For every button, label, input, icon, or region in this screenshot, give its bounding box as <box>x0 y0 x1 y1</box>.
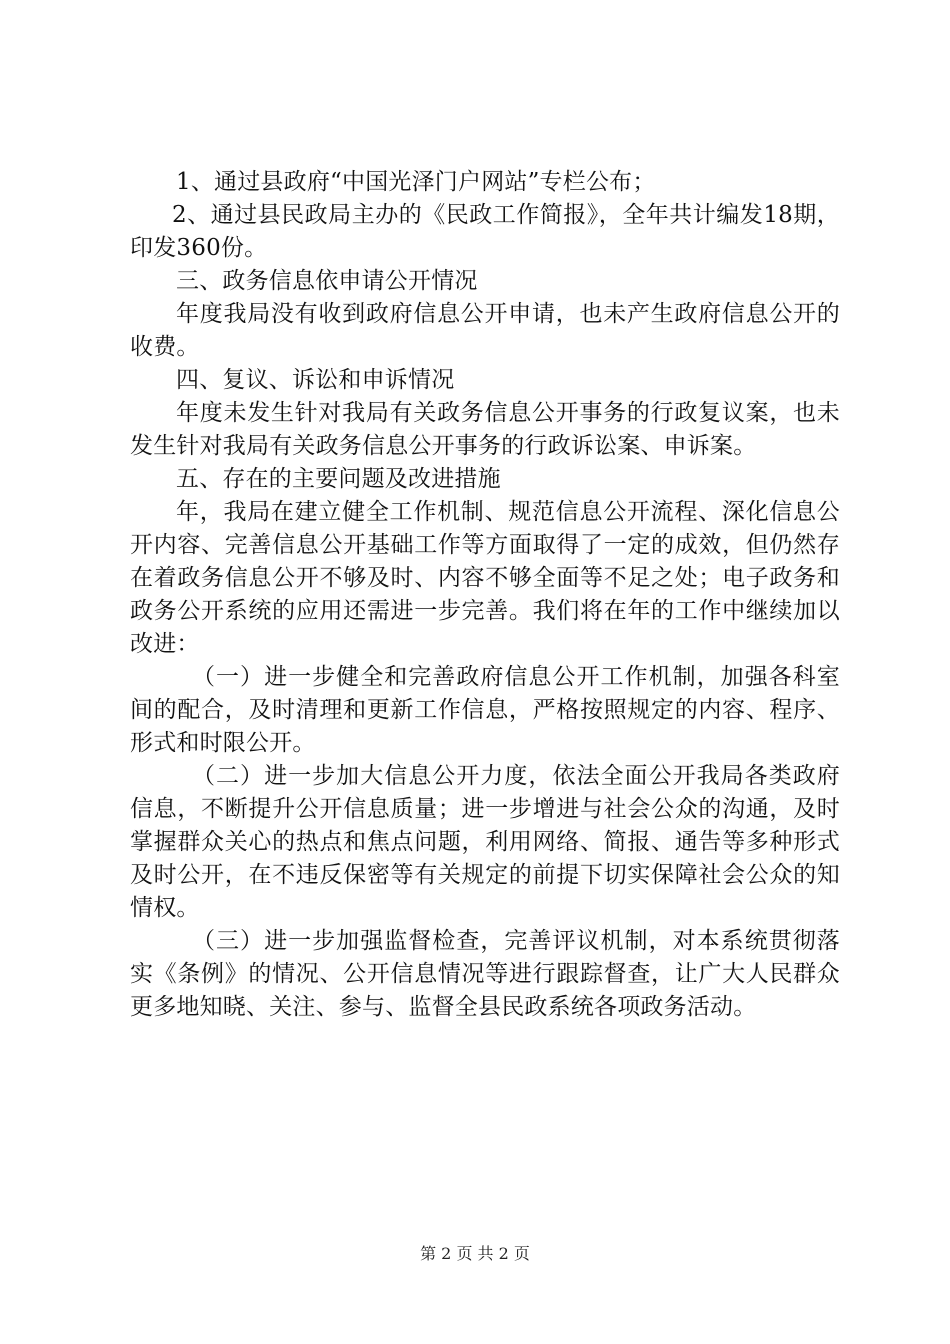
paragraph-application-disclosure: 年度我局没有收到政府信息公开申请，也未产生政府信息公开的收费。 <box>130 301 840 360</box>
section-heading-5: 五、存在的主要问题及改进措施 <box>176 466 501 492</box>
paragraph-measure-2: （二）进一步加大信息公开力度，依法全面公开我局各类政府信息，不断提升公开信息质量；进一步增进与社会公众的沟通，及时掌握群众关心的热点和焦点问题，利用网络、简报、通告等多种形式及时公开，在不违反保密等有关规定的前提下切实保障社会公众的知情权。 <box>130 763 840 921</box>
page-number-label: 第 2 页 共 2 页 <box>420 1244 530 1263</box>
paragraph-publish-channel-2: 2、通过县民政局主办的《民政工作简报》，全年共计编发18期，印发360份。 <box>130 202 840 261</box>
paragraph-review-litigation: 年度未发生针对我局有关政务信息公开事务的行政复议案，也未发生针对我局有关政务信息公开事务的行政诉讼案、申诉案。 <box>130 400 840 459</box>
page-footer <box>0 1244 950 1264</box>
section-heading-3: 三、政务信息依申请公开情况 <box>176 268 478 294</box>
paragraph-measure-1: （一）进一步健全和完善政府信息公开工作机制，加强各科室间的配合，及时清理和更新工作信息，严格按照规定的内容、程序、形式和时限公开。 <box>130 664 840 756</box>
paragraph-measure-3: （三）进一步加强监督检查，完善评议机制，对本系统贯彻落实《条例》的情况、公开信息情况等进行跟踪督查，让广大人民群众更多地知晓、关注、参与、监督全县民政系统各项政务活动。 <box>130 928 840 1020</box>
document-body <box>130 166 840 1024</box>
section-heading-4: 四、复议、诉讼和申诉情况 <box>176 367 455 393</box>
paragraph-publish-channel-1: 1、通过县政府“中国光泽门户网站”专栏公布； <box>176 169 656 195</box>
paragraph-problems: 年，我局在建立健全工作机制、规范信息公开流程、深化信息公开内容、完善信息公开基础工作等方面取得了一定的成效，但仍然存在着政务信息公开不够及时、内容不够全面等不足之处；电子政务和政务公开系统的应用还需进一步完善。我们将在年的工作中继续加以改进： <box>130 499 840 657</box>
